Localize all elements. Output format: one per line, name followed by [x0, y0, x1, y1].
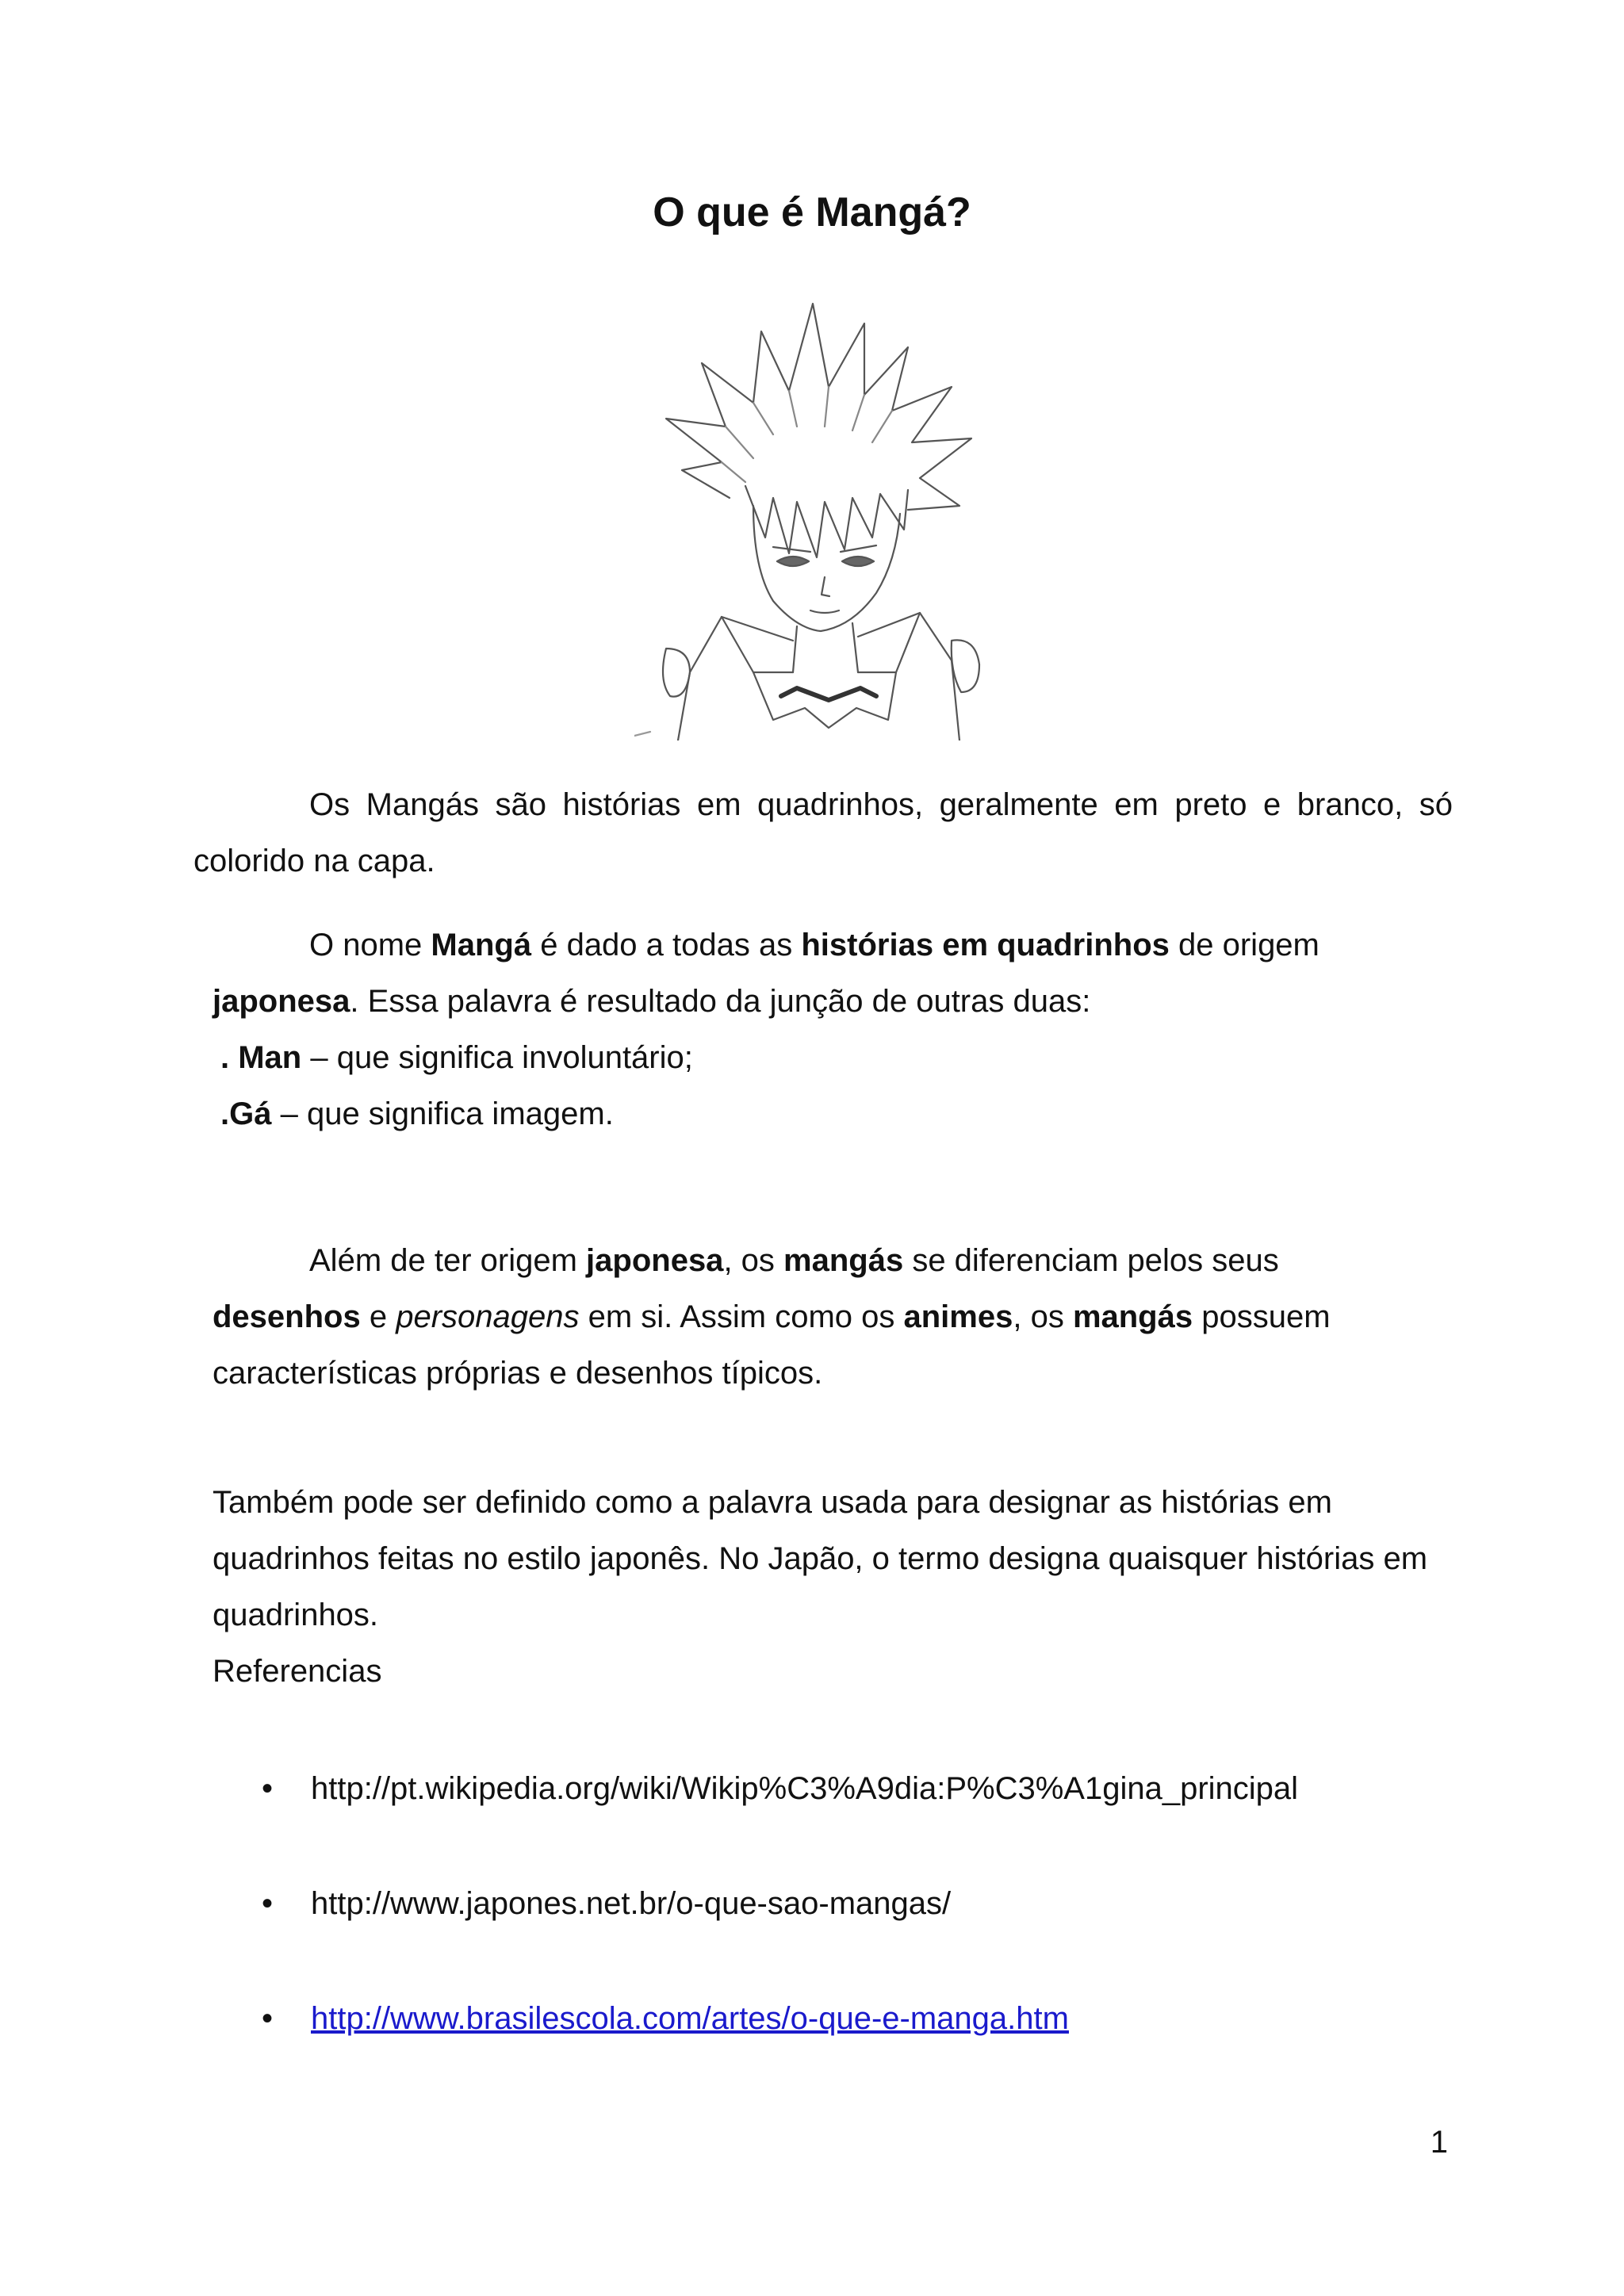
text-span: se diferenciam pelos seus — [903, 1243, 1279, 1278]
bold-span: mangás — [783, 1243, 904, 1278]
bold-span: . Man — [220, 1040, 302, 1075]
bullet-icon: • — [262, 2001, 274, 2036]
text-span: possuem características próprias e desenhos típicos. — [213, 1299, 1331, 1391]
reference-item — [262, 1760, 1298, 1817]
bold-span: japonesa — [213, 984, 350, 1019]
page-number: 1 — [1430, 2125, 1448, 2160]
text-span: Além de ter origem — [309, 1243, 587, 1278]
bold-span: japonesa — [586, 1243, 724, 1278]
references-label: Referencias — [213, 1654, 382, 1689]
text-span: O nome — [309, 928, 431, 962]
reference-item — [262, 1875, 1298, 1932]
paragraph-differences — [213, 1233, 1450, 1402]
manga-character-sketch-icon — [634, 300, 999, 740]
paragraph-intro-text: Os Mangás são histórias em quadrinhos, geralmente em preto e branco, só colorido na capa. — [193, 787, 1453, 878]
definition-item-ga — [213, 1086, 1450, 1142]
page-title: O que é Mangá? — [653, 189, 971, 235]
bold-span: Mangá — [431, 928, 532, 962]
text-span: , os — [723, 1243, 784, 1278]
text-span: de origem — [1169, 928, 1320, 962]
text-span: . Essa palavra é resultado da junção de outras duas: — [350, 984, 1091, 1019]
italic-span: personagens — [396, 1299, 580, 1334]
bold-span: histórias em quadrinhos — [801, 928, 1170, 962]
bold-span: mangás — [1072, 1299, 1193, 1334]
text-span: em si. Assim como os — [579, 1299, 904, 1334]
paragraph-definition — [213, 1475, 1450, 1700]
bullet-icon: • — [262, 1886, 274, 1921]
paragraph-definition-text: Também pode ser definido como a palavra usada para designar as histórias em quadrinhos feitas no estilo japonês. No Japão, o termo designa quaisquer histórias em quadrinhos. — [213, 1485, 1428, 1632]
bold-span: animes — [903, 1299, 1013, 1334]
text-span: e — [360, 1299, 396, 1334]
definition-item-man — [213, 1030, 1450, 1086]
bold-span: desenhos — [213, 1299, 361, 1334]
paragraph-name-origin — [213, 917, 1450, 1142]
reference-url: http://pt.wikipedia.org/wiki/Wikip%C3%A9dia:P%C3%A1gina_principal — [311, 1771, 1299, 1806]
references-list — [262, 1760, 1298, 2105]
reference-url: http://www.japones.net.br/o-que-sao-mangas/ — [311, 1886, 952, 1921]
reference-item — [262, 1990, 1298, 2047]
text-span: – que significa imagem. — [271, 1096, 614, 1131]
paragraph-intro — [193, 777, 1453, 890]
text-span: é dado a todas as — [531, 928, 802, 962]
text-span: – que significa involuntário; — [301, 1040, 693, 1075]
reference-link[interactable]: http://www.brasilescola.com/artes/o-que-e-manga.htm — [311, 2001, 1069, 2036]
bullet-icon: • — [262, 1771, 274, 1806]
bold-span: .Gá — [220, 1096, 272, 1131]
text-span: , os — [1013, 1299, 1073, 1334]
